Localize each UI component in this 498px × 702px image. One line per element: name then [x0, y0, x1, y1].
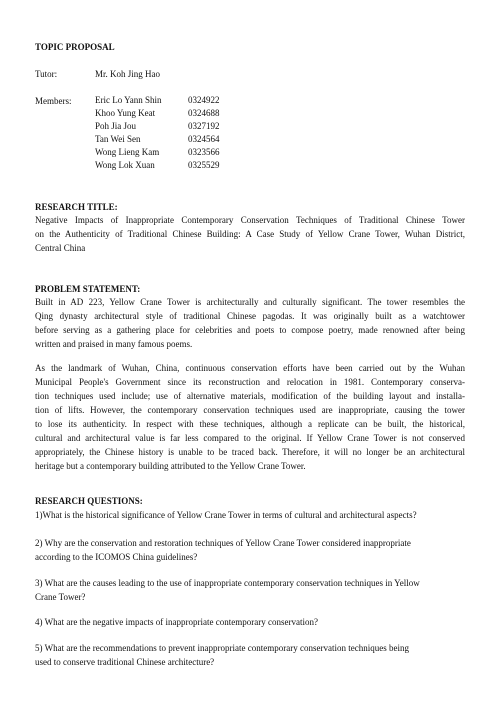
research-question-5 [35, 641, 465, 669]
text-line: Built in AD 223, Yellow Crane Tower is architecturally and culturally significant. The tower resembles the [35, 297, 465, 307]
text-line: cultural and architectural value is far less compared to the original. If Yellow Crane Tower is not conserved [35, 433, 465, 443]
text-line: on the Authenticity of Traditional Chinese Building: A Case Study of Yellow Crane Tower, Wuhan District, [35, 229, 465, 239]
member-id: 0324564 [188, 134, 220, 144]
text-line: tion techniques used include; use of alternative materials, modification of the building layout and installa- [35, 391, 465, 401]
text-line: appropriately, the Chinese history is unable to be traced back. Therefore, it will no longer be an architectural [35, 447, 465, 457]
member-name: Wong Lieng Kam [95, 147, 160, 157]
text-line: written and praised in many famous poems. [35, 339, 193, 349]
member-row [95, 159, 220, 172]
member-name: Tan Wei Sen [95, 134, 141, 144]
research-question-3 [35, 576, 465, 604]
research-question-1 [35, 508, 465, 522]
topic-proposal-heading: TOPIC PROPOSAL [35, 42, 115, 52]
member-name: Khoo Yung Keat [95, 108, 156, 118]
text-line: heritage but a contemporary building attributed to the Yellow Crane Tower. [35, 461, 306, 471]
text-line: to lose its authenticity. In respect with these techniques, although a replicate can be built, the historical, [35, 419, 465, 429]
problem-statement-heading: PROBLEM STATEMENT: [35, 284, 141, 294]
member-name: Eric Lo Yann Shin [95, 95, 162, 105]
text-line: Qing dynasty architectural style of traditional Chinese pagodas. It was originally built as a watchtower [35, 311, 465, 321]
member-id: 0323566 [188, 147, 220, 157]
research-title-text [35, 213, 465, 255]
problem-paragraph-1 [35, 295, 465, 351]
member-row [95, 107, 220, 120]
text-line: Crane Tower? [35, 592, 86, 602]
research-title-heading: RESEARCH TITLE: [35, 202, 118, 212]
member-row [95, 146, 220, 159]
members-label: Members: [35, 96, 72, 106]
text-line: 1)What is the historical significance of Yellow Crane Tower in terms of cultural and architectural aspects? [35, 510, 417, 520]
member-row [95, 94, 220, 107]
text-line: Negative Impacts of Inappropriate Contemporary Conservation Techniques of Traditional Chinese Tower [35, 215, 465, 225]
research-question-4 [35, 615, 465, 629]
research-question-2 [35, 536, 465, 564]
member-name: Poh Jia Jou [95, 121, 137, 131]
text-line: used to conserve traditional Chinese architecture? [35, 657, 215, 667]
member-id: 0327192 [188, 121, 220, 131]
text-line: 4) What are the negative impacts of inappropriate contemporary conservation? [35, 617, 318, 627]
tutor-name: Mr. Koh Jing Hao [95, 69, 160, 79]
research-questions-heading: RESEARCH QUESTIONS: [35, 496, 143, 506]
members-list [95, 94, 220, 172]
member-name: Wong Lok Xuan [95, 160, 155, 170]
member-row [95, 133, 220, 146]
member-id: 0324688 [188, 108, 220, 118]
text-line: before serving as a gathering place for celebrities and poets to compose poetry, made renowned after being [35, 325, 465, 335]
member-row [95, 120, 220, 133]
text-line: 2) Why are the conservation and restoration techniques of Yellow Crane Tower considered inappropriate [35, 538, 411, 548]
text-line: As the landmark of Wuhan, China, continuous conservation efforts have been carried out by the Wuhan [35, 363, 465, 373]
text-line: Central China [35, 243, 86, 253]
text-line: Municipal People's Government since its reconstruction and relocation in 1981. Contemporary conserva- [35, 377, 465, 387]
text-line: tion of lifts. However, the contemporary conservation techniques used are inappropriate, causing the tower [35, 405, 465, 415]
member-id: 0324922 [188, 95, 220, 105]
problem-paragraph-2 [35, 361, 465, 473]
text-line: 5) What are the recommendations to prevent inappropriate contemporary conservation techniques being [35, 643, 409, 653]
text-line: 3) What are the causes leading to the use of inappropriate contemporary conservation techniques in Yellow [35, 578, 420, 588]
member-id: 0325529 [188, 160, 220, 170]
text-line: according to the ICOMOS China guidelines? [35, 552, 198, 562]
tutor-label: Tutor: [35, 69, 58, 79]
